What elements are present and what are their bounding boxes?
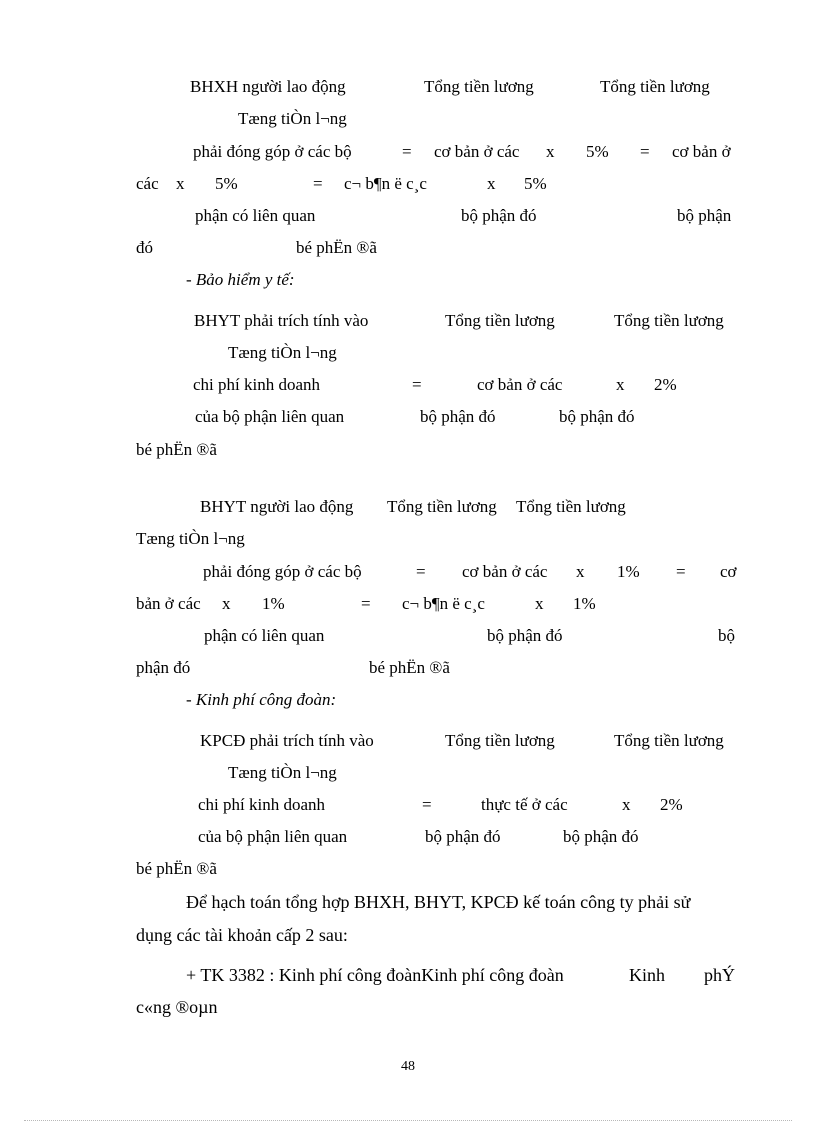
bhyt1-equals: =: [412, 375, 422, 394]
bhyt1-dept-1: bộ phận đó: [420, 407, 496, 426]
bhyt2-equals-3: =: [361, 594, 371, 613]
bhyt2-label: BHYT người lao động: [200, 497, 354, 516]
bhxh-basis-1: cơ bản ở các: [434, 142, 520, 161]
bhyt2-equals-1: =: [416, 562, 426, 581]
bhyt2-rate-2: 1%: [262, 594, 285, 613]
bhxh-equals-1: =: [402, 142, 412, 161]
bhxh-basis-2: cơ bản ở: [672, 142, 731, 161]
bhyt1-garbled-dept: bé phËn ®ã: [136, 440, 217, 459]
bhyt2-garbled-dept: bé phËn ®ã: [369, 658, 450, 677]
bhxh-label: BHXH người lao động: [190, 77, 346, 96]
bhyt1-salary-header-1: Tổng tiền lương: [445, 311, 555, 330]
bhyt2-garbled-basis: c¬ b¶n ë c¸c: [402, 594, 485, 613]
bhxh-rate-2: 5%: [215, 174, 238, 193]
tk3382-word-kinh: Kinh: [629, 965, 665, 985]
bhxh-garbled-basis: c¬ b¶n ë c¸c: [344, 174, 427, 193]
bhyt1-label: BHYT phải trích tính vào: [194, 311, 369, 330]
kpcd-heading: - Kinh phí công đoàn:: [186, 690, 337, 709]
bhxh-equals-3: =: [313, 174, 323, 193]
kpcd-label: KPCĐ phải trích tính vào: [200, 731, 374, 750]
bhyt1-rate: 2%: [654, 375, 677, 394]
bhxh-dept-label: phận có liên quan: [195, 206, 316, 225]
tk3382-garbled-line: c«ng ®oµn: [136, 997, 218, 1017]
bhxh-dept-2: bộ phận: [677, 206, 732, 225]
bhyt1-dept-label: của bộ phận liên quan: [195, 407, 345, 426]
kpcd-dept-2: bộ phận đó: [563, 827, 639, 846]
bhyt2-dept-2-cont: phận đó: [136, 658, 191, 677]
tk3382-line: + TK 3382 : Kinh phí công đoànKinh phí công đoàn: [186, 965, 564, 985]
kpcd-rate: 2%: [660, 795, 683, 814]
bhxh-basis-2-cont: các: [136, 174, 159, 193]
bhxh-rate-1: 5%: [586, 142, 609, 161]
bhyt1-times: x: [616, 375, 625, 394]
bhxh-times-1: x: [546, 142, 555, 161]
bhyt2-dept-1: bộ phận đó: [487, 626, 563, 645]
kpcd-basis: thực tế ở các: [481, 795, 568, 814]
kpcd-dept-label: của bộ phận liên quan: [198, 827, 348, 846]
kpcd-equals: =: [422, 795, 432, 814]
kpcd-salary-header-2: Tổng tiền lương: [614, 731, 724, 750]
kpcd-garbled-header: Tæng tiÒn l¬ng: [228, 763, 337, 782]
bhxh-dept-1: bộ phận đó: [461, 206, 537, 225]
bhyt2-rate-1: 1%: [617, 562, 640, 581]
bhxh-garbled-dept: bé phËn ®ã: [296, 238, 377, 257]
accounting-paragraph-line-2: dụng các tài khoản cấp 2 sau:: [136, 925, 348, 945]
bhyt2-dept-label: phận có liên quan: [204, 626, 325, 645]
bhyt2-rate-3: 1%: [573, 594, 596, 613]
bhyt2-times-1: x: [576, 562, 585, 581]
bhxh-formula-label: phải đóng góp ở các bộ: [193, 142, 352, 161]
bhyt1-dept-2: bộ phận đó: [559, 407, 635, 426]
bhxh-equals-2: =: [640, 142, 650, 161]
bhxh-salary-header-1: Tổng tiền lương: [424, 77, 534, 96]
bhyt2-times-2: x: [222, 594, 231, 613]
bhyt1-garbled-header: Tæng tiÒn l¬ng: [228, 343, 337, 362]
bhxh-garbled-header: Tæng tiÒn l¬ng: [238, 109, 347, 128]
page-number: 48: [401, 1059, 415, 1074]
bhxh-times-2: x: [176, 174, 185, 193]
bhyt1-formula-label: chi phí kinh doanh: [193, 375, 321, 394]
bhyt2-garbled-header: Tæng tiÒn l¬ng: [136, 529, 245, 548]
accounting-paragraph-line-1: Để hạch toán tổng hợp BHXH, BHYT, KPCĐ kế toán công ty phải sử: [186, 892, 691, 912]
bhyt2-formula-label: phải đóng góp ở các bộ: [203, 562, 362, 581]
bhxh-times-3: x: [487, 174, 496, 193]
bhxh-rate-3: 5%: [524, 174, 547, 193]
bhyt1-salary-header-2: Tổng tiền lương: [614, 311, 724, 330]
bhyt2-basis-2-cont: bản ở các: [136, 594, 201, 613]
bhxh-dept-2-cont: đó: [136, 238, 153, 257]
tk3382-garbled-word: phÝ: [704, 965, 735, 985]
bhyt2-equals-2: =: [676, 562, 686, 581]
bhxh-salary-header-2: Tổng tiền lương: [600, 77, 710, 96]
bhyt2-times-3: x: [535, 594, 544, 613]
kpcd-salary-header-1: Tổng tiền lương: [445, 731, 555, 750]
bhyt2-salary-header-2: Tổng tiền lương: [516, 497, 626, 516]
kpcd-garbled-dept: bé phËn ®ã: [136, 859, 217, 878]
bhyt-heading: - Bảo hiểm y tế:: [186, 270, 295, 289]
kpcd-dept-1: bộ phận đó: [425, 827, 501, 846]
bhyt2-dept-2: bộ: [718, 626, 735, 645]
kpcd-times: x: [622, 795, 631, 814]
bhyt1-basis: cơ bản ở các: [477, 375, 563, 394]
bhyt2-basis-1: cơ bản ở các: [462, 562, 548, 581]
bhyt2-basis-2: cơ: [720, 562, 737, 581]
bhyt2-salary-header-1: Tổng tiền lương: [387, 497, 497, 516]
footer-divider: [24, 1120, 792, 1121]
kpcd-formula-label: chi phí kinh doanh: [198, 795, 326, 814]
